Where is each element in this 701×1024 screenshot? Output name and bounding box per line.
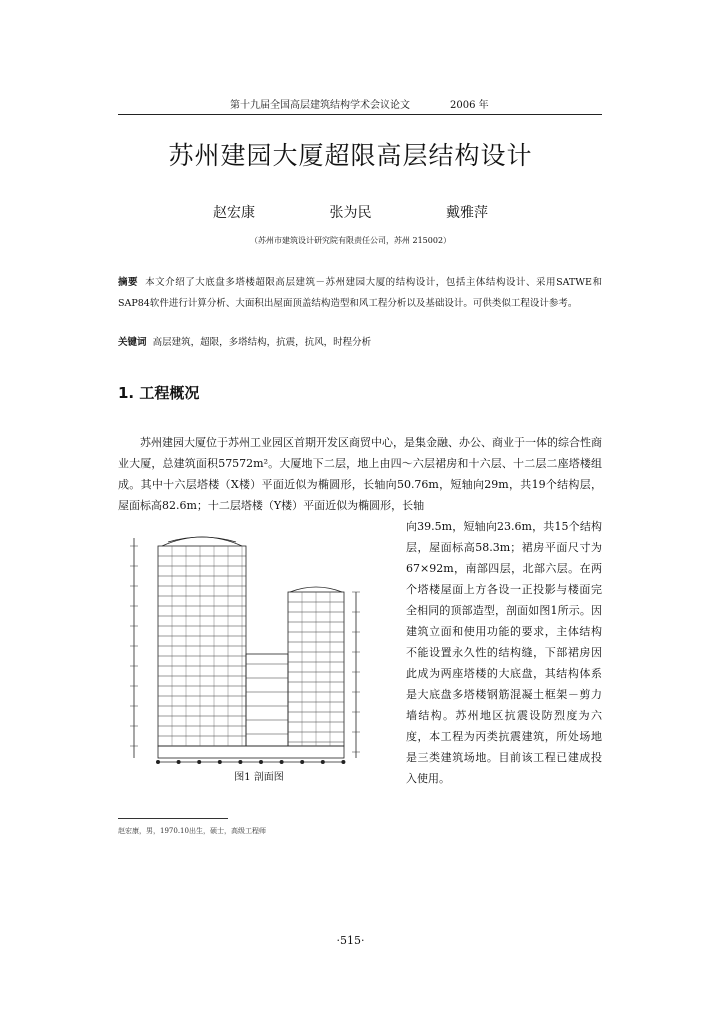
section-drawing (118, 524, 400, 768)
figure-caption: 图1 剖面图 (234, 772, 284, 783)
author-list (0, 202, 701, 222)
grid-axis-marker (321, 760, 325, 764)
keywords-label: 关键词 (118, 337, 147, 348)
footnote-rule (118, 818, 228, 819)
keywords-text: 高层建筑，超限，多塔结构，抗震，抗风，时程分析 (152, 337, 372, 348)
grid-axis-marker (218, 760, 222, 764)
header-year: 2006 年 (450, 100, 489, 111)
affiliation: （苏州市建筑设计研究院有限责任公司，苏州 215002） (249, 236, 452, 245)
keywords (118, 334, 602, 348)
paragraph-continued: 向39.5m，短轴向23.6m，共15个结构层，屋面标高58.3m；裙房平面尺寸为67×92m，南部四层，北部六层。在两个塔楼屋面上方各设一正投影与楼面完全相同的顶部造型，剖面如图1所示。因建筑立面和使用功能的要求，主体结构不能设置永久性的结构缝，下部裙房因此成为两座塔楼的大底盘，其结构体系是大底盘多塔楼钢筋混凝土框架－剪力墙结构。苏州地区抗震设防烈度为六度，本工程为丙类抗震建筑，所处场地是三类建筑场地。目前该工程已建成投入使用。 (406, 520, 602, 785)
page-number: ·515· (336, 934, 365, 947)
abstract-text: 本文介绍了大底盘多塔楼超限高层建筑－苏州建园大厦的结构设计，包括主体结构设计、采用SATWE和SAP84软件进行计算分析、大面积出屋面顶盖结构造型和风工程分析以及基础设计。可供类似工程设计参考。 (118, 277, 602, 309)
section-heading: 1. 工程概况 (118, 384, 200, 402)
tower-y-roof-crown (290, 587, 342, 592)
author-footnote: 赵宏康，男，1970.10出生，硕士，高级工程师 (118, 827, 266, 835)
author-2: 张为民 (329, 205, 372, 221)
abstract-label: 摘要 (118, 277, 139, 288)
grid-axis-marker (238, 760, 242, 764)
author-3: 戴雅萍 (445, 205, 488, 221)
header-conference: 第十九届全国高层建筑结构学术会议论文 (230, 100, 410, 111)
paper-title: 苏州建园大厦超限高层结构设计 (168, 141, 533, 170)
basement-outline (158, 746, 344, 758)
grid-axis-marker (156, 760, 160, 764)
floor-lines (130, 546, 360, 752)
grid-axis-marker (259, 760, 263, 764)
grid-axis-marker (197, 760, 201, 764)
tower-x-roof-inner (168, 537, 236, 542)
abstract (118, 272, 602, 314)
section-drawing-svg (118, 524, 400, 768)
grid-axis-marker (280, 760, 284, 764)
grid-axis-marker (341, 760, 345, 764)
podium-block (246, 654, 288, 746)
tower-x-roof-crown (162, 537, 242, 546)
running-header (118, 94, 602, 115)
grid-axis-marker (300, 760, 304, 764)
grid-axis-marker (177, 760, 181, 764)
author-1: 赵宏康 (213, 205, 256, 221)
paragraph-intro: 苏州建园大厦位于苏州工业园区首期开发区商贸中心，是集金融、办公、商业于一体的综合性商业大厦，总建筑面积57572m²。大厦地下二层，地上由四～六层裙房和十六层、十二层二座塔楼组成。其中十六层塔楼（X楼）平面近似为椭圆形，长轴向50.76m，短轴向29m，共19个结构层，屋面标高82.6m；十二层塔楼（Y楼）平面近似为椭圆形，长轴 (118, 436, 602, 512)
